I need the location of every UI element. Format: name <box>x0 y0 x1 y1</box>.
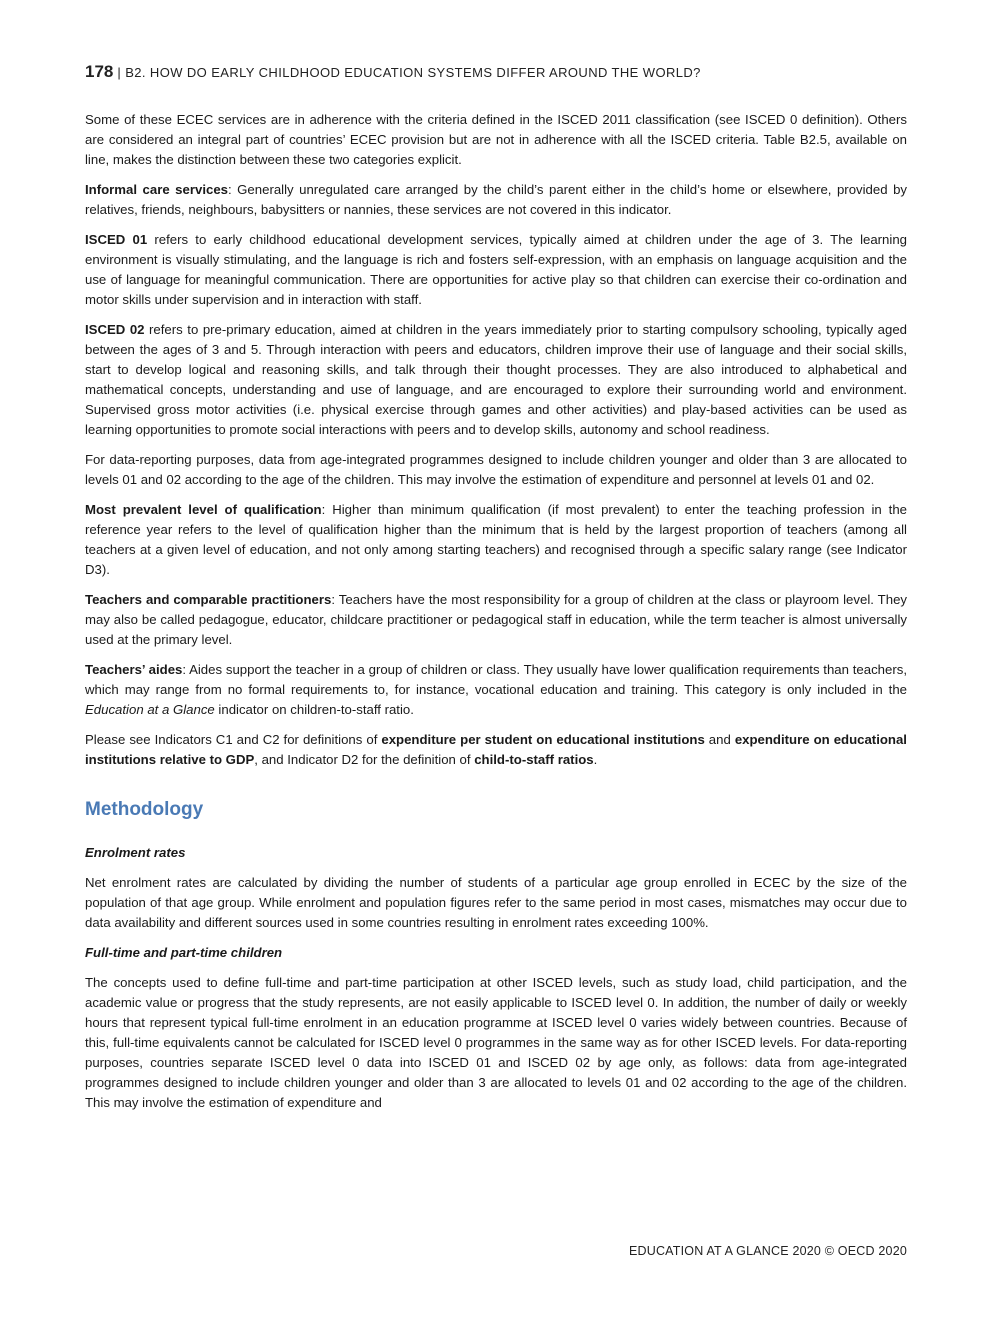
definition-qualification <box>85 500 907 580</box>
paragraph-data-reporting: For data-reporting purposes, data from age-integrated programmes designed to include children younger and older than 3 are allocated to levels 01 and 02 according to the age of the children. This may involve the estimation of expenditure and personnel at levels 01 and 02. <box>85 452 907 487</box>
definition-informal-care <box>85 180 907 220</box>
definition-text: : Higher than minimum qualification (if most prevalent) to enter the teaching profession in the reference year refers to the level of qualification higher than the minimum that is held by the largest proportion of teachers (among all teachers at a given level of education, and not only among starting teachers) and recognised through a specific salary range (see Indicator D3). <box>85 502 908 577</box>
definition-teachers <box>85 590 907 650</box>
running-header <box>85 62 907 82</box>
main-content <box>85 110 907 1123</box>
page-footer: EDUCATION AT A GLANCE 2020 © OECD 2020 <box>628 1244 907 1258</box>
definition-text: refers to early childhood educational development services, typically aimed at children under the age of 3. The learning environment is visually stimulating, and the language is rich and fosters self-expression, with an emphasis on language acquisition and the use of language for meaningful communication. There are opportunities for active play so that children can exercise their co-ordination and motor skills under supervision and in interaction with staff. <box>85 232 907 307</box>
definition-isced-02 <box>85 320 907 440</box>
definition-teachers-aides <box>85 660 907 720</box>
term-expenditure-per-student: expenditure per student on educational institutions <box>381 732 705 747</box>
paragraph-ecec-services: Some of these ECEC services are in adherence with the criteria defined in the ISCED 2011 classification (see ISCED 0 definition). Others are considered an integral part of countries’ ECEC provision but are not in adherence with all the ISCED criteria. Table B2.5, available on line, makes the distinction between these two categories explicit. <box>85 112 907 167</box>
definition-isced-01 <box>85 230 907 310</box>
paragraph-enrolment-rates: Net enrolment rates are calculated by dividing the number of students of a particular age group enrolled in ECEC by the size of the population of that age group. While enrolment and population figures refer to the same period in most cases, mismatches may occur due to data availability and different sources used in some countries resulting in enrolment rates exceeding 100%. <box>85 875 907 930</box>
term-teachers-aides: Teachers’ aides <box>85 662 183 677</box>
definition-text: : Aides support the teacher in a group of children or class. They usually have lower qualification requirements than teachers, which may range from no formal requirements to, for instance, vocational education and training. This category is only included in the <box>85 662 907 697</box>
paragraph-full-part-time: The concepts used to define full-time and part-time participation at other ISCED levels, such as study load, child participation, and the academic value or progress that the study represents, are not easily applicable to ISCED level 0. In addition, the number of daily or weekly hours that represent typical full-time enrolment in an education programme at ISCED level 0 varies widely between countries. Because of this, full-time equivalents cannot be calculated for ISCED level 0 programmes in the same way as for other ISCED levels. For data-reporting purposes, countries separate ISCED level 0 data into ISCED 01 and ISCED 02 by age only, as follows: data from age-integrated programmes designed to include children younger and older than 3 are allocated to levels 01 and 02 according to the age of the children. This may involve the estimation of expenditure and <box>85 975 907 1110</box>
section-heading-methodology: Methodology <box>85 799 204 820</box>
term-expenditure-gdp: expenditure on educational institutions relative to GDP <box>85 732 907 767</box>
term-informal-care: Informal care services <box>85 182 228 197</box>
definition-text: : Generally unregulated care arranged by the child’s parent either in the child’s home or elsewhere, provided by relatives, friends, neighbours, babysitters or nannies, these services are not covered in this indicator. <box>85 182 908 217</box>
text-segment: and <box>704 732 735 747</box>
page-number: 178 <box>85 62 114 81</box>
chapter-title: B2. HOW DO EARLY CHILDHOOD EDUCATION SYSTEMS DIFFER AROUND THE WORLD? <box>125 65 701 80</box>
definition-text: indicator on children-to-staff ratio. <box>214 702 414 717</box>
subheading-full-part-time: Full-time and part-time children <box>85 945 283 960</box>
subheading-enrolment-rates: Enrolment rates <box>85 845 186 860</box>
term-teachers: Teachers and comparable practitioners <box>85 592 332 607</box>
term-qualification: Most prevalent level of qualification <box>85 502 322 517</box>
header-separator: | <box>113 65 126 80</box>
definition-text: refers to pre-primary education, aimed at children in the years immediately prior to starting compulsory schooling, typically aged between the ages of 3 and 5. Through interaction with peers and educators, children improve their use of language and their social skills, start to develop logical and reasoning skills, and talk through their thought processes. They are also introduced to alphabetical and mathematical concepts, understanding and use of language, and are encouraged to explore their surrounding world and environment. Supervised gross motor activities (i.e. physical exercise through games and other activities) and play-based activities can be used as learning opportunities to promote social interactions with peers and to develop skills, autonomy and school readiness. <box>85 322 907 437</box>
term-child-to-staff: child-to-staff ratios <box>474 752 594 767</box>
definition-text: : Teachers have the most responsibility for a group of children at the class or playroom level. They may also be called pedagogue, educator, childcare practitioner or pedagogical staff in education, while the term teacher is almost universally used at the primary level. <box>85 592 908 647</box>
text-segment: Please see Indicators C1 and C2 for definitions of <box>85 732 382 747</box>
text-segment: , and Indicator D2 for the definition of <box>254 752 475 767</box>
term-isced-01: ISCED 01 <box>85 232 148 247</box>
publication-title: Education at a Glance <box>85 702 215 717</box>
term-isced-02: ISCED 02 <box>85 322 145 337</box>
paragraph-see-indicators <box>85 730 907 770</box>
text-segment: . <box>593 752 598 767</box>
